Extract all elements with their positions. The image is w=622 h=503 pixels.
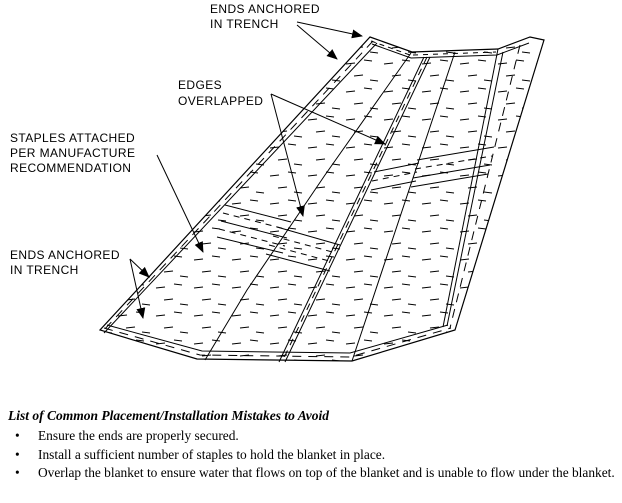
label-ends-anchored-bottom: ENDS ANCHORED <box>10 248 120 262</box>
bullet-marker: • <box>15 428 20 443</box>
installation-notes <box>8 407 616 483</box>
bullet-marker: • <box>15 465 20 480</box>
label-edges-overlapped-line2: OVERLAPPED <box>178 94 264 108</box>
bullet-text: Ensure the ends are properly secured. <box>38 428 239 443</box>
bullet-text: Install a sufficient number of staples to hold the blanket in place. <box>38 446 386 462</box>
label-staples-line3: RECOMMENDATION <box>10 161 132 175</box>
label-ends-anchored-bottom-line2: IN TRENCH <box>10 263 79 277</box>
label-staples-line2: PER MANUFACTURE <box>10 146 136 160</box>
bullet-item <box>8 464 616 483</box>
label-edges-overlapped: EDGES <box>178 78 223 92</box>
label-ends-anchored-top-line2: IN TRENCH <box>210 17 279 31</box>
notes-heading: List of Common Placement/Installation Mistakes to Avoid <box>8 408 330 423</box>
blanket-drawing <box>100 37 544 362</box>
label-ends-anchored-top: ENDS ANCHORED <box>210 2 320 16</box>
label-staples: STAPLES ATTACHED <box>10 131 136 145</box>
bullet-item <box>8 446 616 465</box>
bullet-text: Overlap the blanket to ensure water that flows on top of the blanket and is unable to flow under the blanket. <box>38 465 615 480</box>
arrow-ends-bottom-1 <box>130 259 149 277</box>
staple-texture <box>100 37 544 361</box>
bullet-item <box>8 427 616 446</box>
arrow-staples <box>157 155 203 252</box>
bullet-marker: • <box>15 446 20 462</box>
arrow-ends-top-2 <box>297 25 337 59</box>
